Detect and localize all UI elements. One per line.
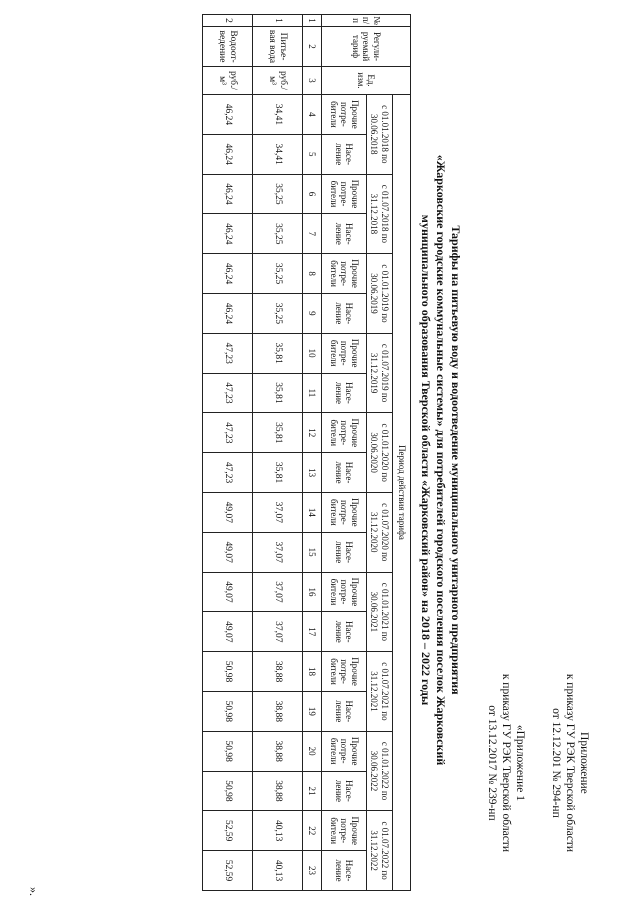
consumer-other-cell: Прочие потре-бители: [322, 572, 367, 612]
title-line: Тарифы на питьевую воду и водоотведение муниципального унитарного предприятия: [449, 225, 463, 695]
period-cell: с 01.07.2022 по 31.12.2022: [367, 811, 393, 891]
consumer-population-cell: Насе-ление: [322, 532, 367, 572]
column-number-cell: 10: [303, 333, 322, 373]
tariff-value-cell: 52,59: [203, 811, 253, 851]
tariff-value-cell: 35,81: [253, 333, 303, 373]
unit-cell: руб./м³: [203, 67, 253, 95]
tariff-value-cell: 35,25: [253, 174, 303, 214]
consumer-population-cell: Насе-ление: [322, 134, 367, 174]
tariff-value-cell: 50,98: [203, 771, 253, 811]
tariff-value-cell: 46,24: [203, 134, 253, 174]
column-number-cell: 5: [303, 134, 322, 174]
tariff-value-cell: 47,23: [203, 453, 253, 493]
appendix-line: к приказу ГУ РЭК Тверской области: [564, 673, 576, 852]
tariff-table: [202, 14, 411, 891]
column-number-cell: 16: [303, 572, 322, 612]
column-number-cell: 23: [303, 851, 322, 891]
tariff-value-cell: 35,81: [253, 413, 303, 453]
tariff-value-cell: 46,24: [203, 214, 253, 254]
column-number-cell: 17: [303, 612, 322, 652]
tariff-value-cell: 35,25: [253, 293, 303, 333]
tariff-value-cell: 35,81: [253, 453, 303, 493]
consumer-other-cell: Прочие потре-бители: [322, 413, 367, 453]
tariff-value-cell: 50,98: [203, 691, 253, 731]
appendix-header-old: [485, 674, 527, 852]
column-number-cell: 13: [303, 453, 322, 493]
tariff-value-cell: 46,24: [203, 95, 253, 135]
period-cell: с 01.07.2018 по 31.12.2018: [367, 174, 393, 254]
column-number-cell: 18: [303, 652, 322, 692]
title-line: муниципального образования Тверской области «Жарковский район» на 2018 – 2022 годы: [419, 214, 433, 706]
appendix-line: «Приложение 1: [514, 724, 526, 801]
consumer-population-cell: Насе-ление: [322, 771, 367, 811]
row-number-cell: 1: [253, 15, 303, 27]
period-cell: с 01.07.2019 по 31.12.2019: [367, 333, 393, 413]
tariff-value-cell: 38,88: [253, 771, 303, 811]
column-number-cell: 2: [303, 27, 322, 67]
tariff-value-cell: 46,24: [203, 293, 253, 333]
appendix-line: к приказу ГУ РЭК Тверской области: [500, 673, 512, 852]
consumer-other-cell: Прочие потре-бители: [322, 492, 367, 532]
header-row-numbers: [303, 15, 322, 891]
tariff-value-cell: 47,23: [203, 413, 253, 453]
column-number-cell: 14: [303, 492, 322, 532]
period-cell: с 01.01.2018 по 30.06.2018: [367, 95, 393, 175]
consumer-population-cell: Насе-ление: [322, 293, 367, 333]
column-number-cell: 11: [303, 373, 322, 413]
consumer-other-cell: Прочие потре-бители: [322, 811, 367, 851]
tariff-value-cell: 37,07: [253, 572, 303, 612]
tariff-value-cell: 35,25: [253, 214, 303, 254]
tariff-name-cell: Питье-вая вода: [253, 27, 303, 67]
appendix-line: Приложение: [578, 732, 590, 794]
column-number-cell: 21: [303, 771, 322, 811]
document-title: [418, 70, 463, 850]
column-number-cell: 8: [303, 254, 322, 294]
column-number-cell: 20: [303, 731, 322, 771]
tariff-value-cell: 35,81: [253, 373, 303, 413]
header-row-group: [393, 15, 411, 891]
tariff-value-cell: 49,07: [203, 612, 253, 652]
column-number-cell: 12: [303, 413, 322, 453]
tariff-value-cell: 37,07: [253, 612, 303, 652]
tariff-value-cell: 38,88: [253, 691, 303, 731]
appendix-header-new: [549, 674, 591, 852]
column-number-cell: 9: [303, 293, 322, 333]
consumer-other-cell: Прочие потре-бители: [322, 731, 367, 771]
column-number-cell: 4: [303, 95, 322, 135]
unit-cell: руб./м³: [253, 67, 303, 95]
column-number-cell: 3: [303, 67, 322, 95]
column-number-cell: 15: [303, 532, 322, 572]
consumer-other-cell: Прочие потре-бители: [322, 652, 367, 692]
header-row-periods: [367, 15, 393, 891]
appendix-line: от 12.12.201 № 294-нп: [550, 708, 562, 818]
tariff-value-cell: 40,13: [253, 811, 303, 851]
tariff-value-cell: 47,23: [203, 373, 253, 413]
tariff-value-cell: 49,07: [203, 492, 253, 532]
col-no-header: № п/п: [322, 15, 411, 27]
tariff-value-cell: 49,07: [203, 532, 253, 572]
column-number-cell: 6: [303, 174, 322, 214]
consumer-population-cell: Насе-ление: [322, 453, 367, 493]
column-number-cell: 1: [303, 15, 322, 27]
tariff-value-cell: 34,41: [253, 134, 303, 174]
header-row-consumers: [322, 15, 367, 891]
consumer-population-cell: Насе-ление: [322, 612, 367, 652]
period-cell: с 01.07.2021 по 31.12.2021: [367, 652, 393, 732]
tariff-value-cell: 38,88: [253, 731, 303, 771]
period-cell: с 01.07.2020 по 31.12.2020: [367, 492, 393, 572]
tariff-value-cell: 50,98: [203, 731, 253, 771]
tariff-value-cell: 52,59: [203, 851, 253, 891]
period-cell: с 01.01.2019 по 30.06.2019: [367, 254, 393, 334]
table-row: [253, 15, 303, 891]
closing-quote: ».: [27, 887, 41, 896]
col-tariff-header: Регули-руемый тариф: [322, 27, 411, 67]
row-number-cell: 2: [203, 15, 253, 27]
consumer-population-cell: Насе-ление: [322, 851, 367, 891]
consumer-population-cell: Насе-ление: [322, 214, 367, 254]
appendix-line: от 13.12.2017 № 239-нп: [486, 705, 498, 821]
table-row: [203, 15, 253, 891]
column-number-cell: 7: [303, 214, 322, 254]
period-header: Период действия тарифа: [393, 95, 411, 891]
period-cell: с 01.01.2020 по 30.06.2020: [367, 413, 393, 493]
consumer-other-cell: Прочие потре-бители: [322, 333, 367, 373]
consumer-population-cell: Насе-ление: [322, 691, 367, 731]
tariff-name-cell: Водоот-ведение: [203, 27, 253, 67]
period-cell: с 01.01.2021 по 30.06.2021: [367, 572, 393, 652]
col-unit-header: Ед. изм.: [322, 67, 411, 95]
tariff-value-cell: 38,88: [253, 652, 303, 692]
tariff-value-cell: 46,24: [203, 254, 253, 294]
tariff-value-cell: 37,07: [253, 532, 303, 572]
tariff-value-cell: 46,24: [203, 174, 253, 214]
column-number-cell: 22: [303, 811, 322, 851]
tariff-value-cell: 40,13: [253, 851, 303, 891]
tariff-table-body: [203, 15, 411, 891]
tariff-value-cell: 35,25: [253, 254, 303, 294]
title-line: «Жарковские городские коммунальные системы» для потребителей городского поселения поселок Жарковский: [434, 154, 448, 766]
tariff-value-cell: 50,98: [203, 652, 253, 692]
consumer-population-cell: Насе-ление: [322, 373, 367, 413]
column-number-cell: 19: [303, 691, 322, 731]
period-cell: с 01.01.2022 по 30.06.2022: [367, 731, 393, 811]
consumer-other-cell: Прочие потре-бители: [322, 174, 367, 214]
consumer-other-cell: Прочие потре-бители: [322, 95, 367, 135]
consumer-other-cell: Прочие потре-бители: [322, 254, 367, 294]
tariff-value-cell: 37,07: [253, 492, 303, 532]
tariff-value-cell: 34,41: [253, 95, 303, 135]
tariff-value-cell: 49,07: [203, 572, 253, 612]
tariff-value-cell: 47,23: [203, 333, 253, 373]
